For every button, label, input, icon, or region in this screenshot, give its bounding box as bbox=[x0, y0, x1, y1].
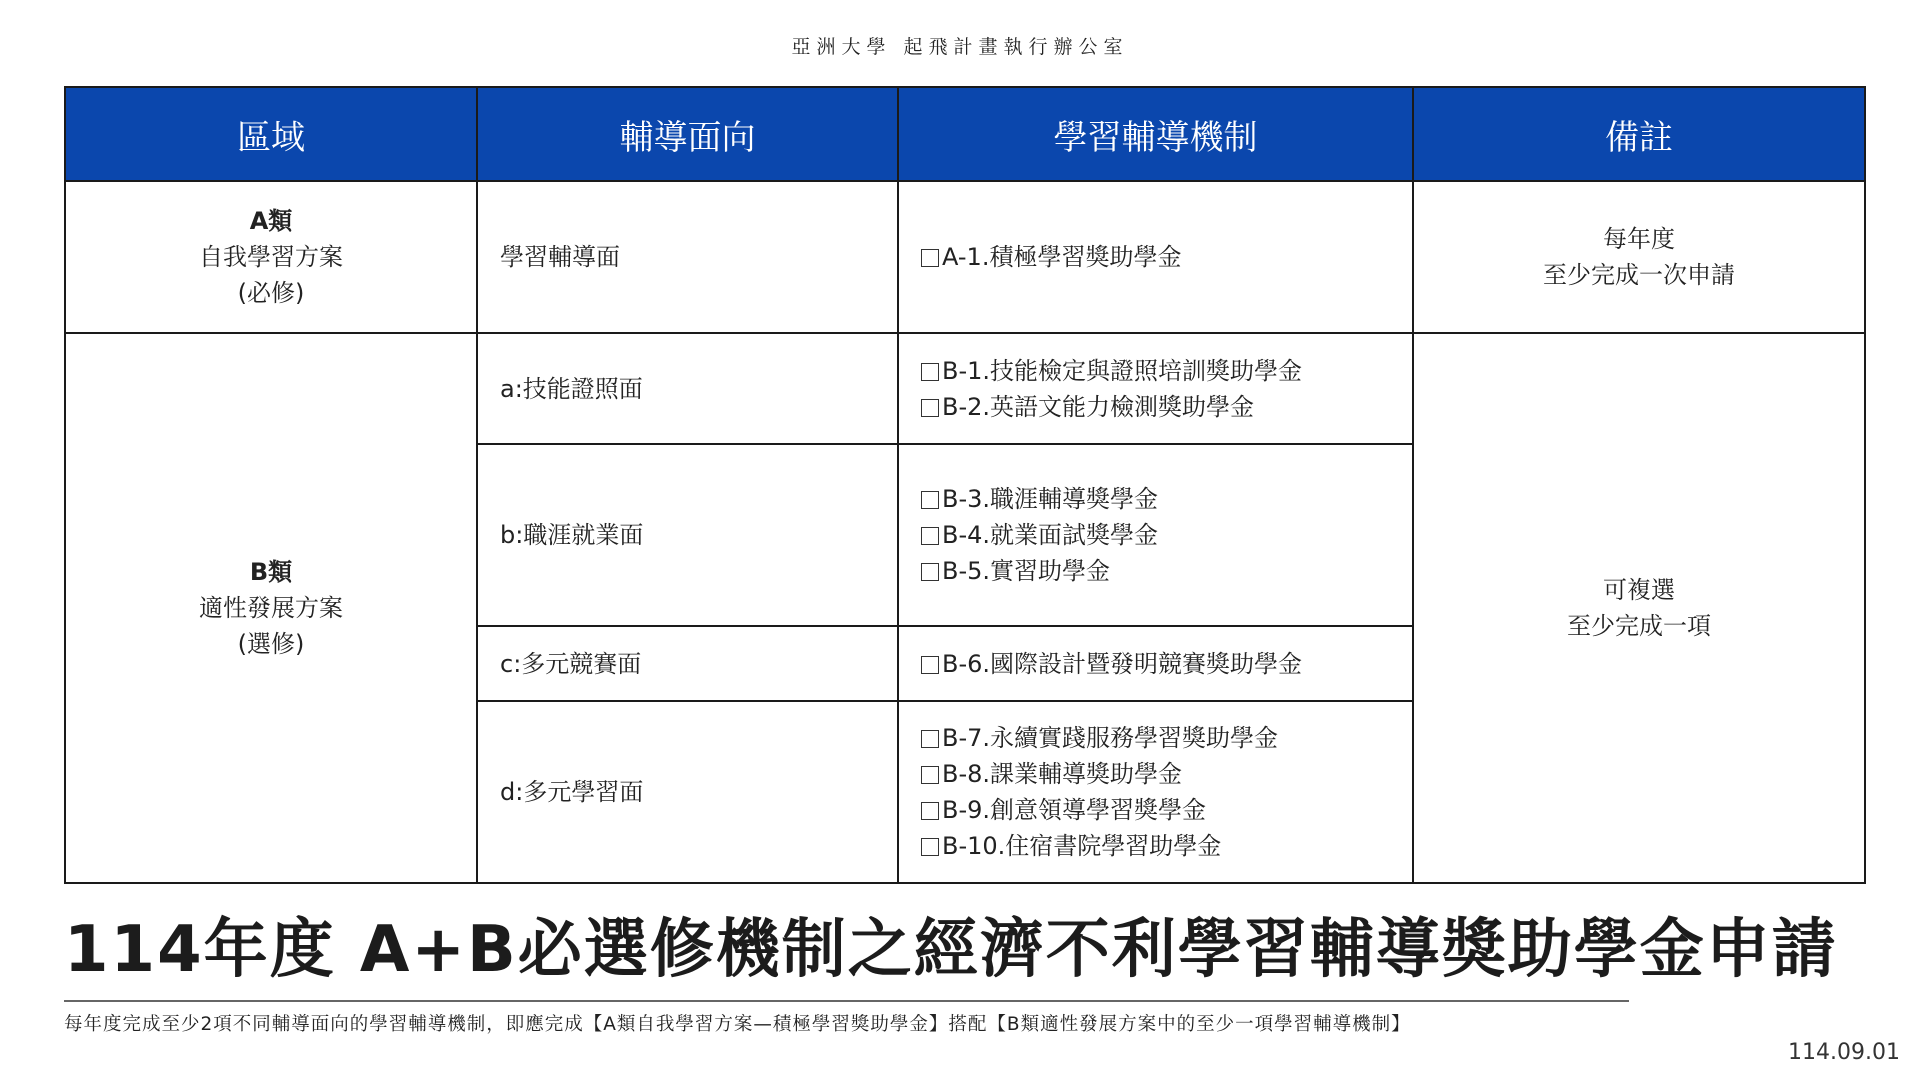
table-header-row bbox=[65, 87, 1865, 181]
mechanism-item bbox=[921, 792, 1390, 828]
mechanism-label: B-3.職涯輔導獎學金 bbox=[942, 485, 1159, 513]
mechanism-item bbox=[921, 553, 1390, 589]
checkbox-icon[interactable] bbox=[921, 802, 939, 820]
mechanism-item bbox=[921, 517, 1390, 553]
mechanism-label: B-5.實習助學金 bbox=[942, 557, 1111, 585]
mechanism-item bbox=[921, 720, 1390, 756]
page-title: 114年度 A+B必選修機制之經濟不利學習輔導獎助學金申請 bbox=[64, 913, 1838, 987]
column-header-mechanism: 學習輔導機制 bbox=[898, 87, 1413, 181]
mechanism-list-b-b bbox=[898, 444, 1413, 626]
mechanism-label: B-9.創意領導學習獎學金 bbox=[942, 796, 1207, 824]
note-b-line2: 至少完成一項 bbox=[1567, 612, 1711, 640]
mechanism-item bbox=[921, 353, 1390, 389]
checkbox-icon[interactable] bbox=[921, 563, 939, 581]
mechanism-label: B-8.課業輔導獎助學金 bbox=[942, 760, 1183, 788]
mechanism-label: A-1.積極學習獎助學金 bbox=[942, 243, 1182, 271]
note-b-line1: 可複選 bbox=[1603, 576, 1675, 604]
region-b bbox=[65, 333, 477, 883]
aspect-a: 學習輔導面 bbox=[477, 181, 898, 333]
checkbox-icon[interactable] bbox=[921, 656, 939, 674]
table-row-a bbox=[65, 181, 1865, 333]
mechanism-item bbox=[921, 646, 1390, 682]
mechanism-list-b-c bbox=[898, 626, 1413, 701]
scholarship-table bbox=[64, 86, 1866, 884]
checkbox-icon[interactable] bbox=[921, 527, 939, 545]
region-a bbox=[65, 181, 477, 333]
checkbox-icon[interactable] bbox=[921, 730, 939, 748]
aspect-b-b: b:職涯就業面 bbox=[477, 444, 898, 626]
column-header-note: 備註 bbox=[1413, 87, 1865, 181]
aspect-b-c: c:多元競賽面 bbox=[477, 626, 898, 701]
document-date: 114.09.01 bbox=[1788, 1040, 1900, 1065]
subtitle: 每年度完成至少2項不同輔導面向的學習輔導機制，即應完成【A類自我學習方案—積極學習獎助學金】搭配【B類適性發展方案中的至少一項學習輔導機制】 bbox=[64, 1014, 1411, 1035]
note-b bbox=[1413, 333, 1865, 883]
column-header-aspect: 輔導面向 bbox=[477, 87, 898, 181]
checkbox-icon[interactable] bbox=[921, 399, 939, 417]
region-a-program: 自我學習方案 bbox=[199, 243, 343, 271]
checkbox-icon[interactable] bbox=[921, 363, 939, 381]
note-a-line2: 至少完成一次申請 bbox=[1543, 261, 1735, 289]
mechanism-label: B-2.英語文能力檢測獎助學金 bbox=[942, 392, 1255, 421]
column-header-region: 區域 bbox=[65, 87, 477, 181]
mechanism-item bbox=[921, 828, 1390, 864]
mechanism-item bbox=[921, 389, 1390, 425]
office-header: 亞洲大學 起飛計畫執行辦公室 bbox=[791, 36, 1129, 58]
mechanism-label: B-1.技能檢定與證照培訓獎助學金 bbox=[942, 356, 1303, 385]
region-a-name: A類 bbox=[249, 207, 293, 235]
note-a bbox=[1413, 181, 1865, 333]
mechanism-label: B-4.就業面試獎學金 bbox=[942, 521, 1159, 549]
checkbox-icon[interactable] bbox=[921, 838, 939, 856]
title-divider bbox=[64, 1000, 1629, 1002]
checkbox-icon[interactable] bbox=[921, 766, 939, 784]
aspect-b-a: a:技能證照面 bbox=[477, 333, 898, 444]
mechanism-label: B-10.住宿書院學習助學金 bbox=[942, 832, 1222, 860]
mechanism-label: B-6.國際設計暨發明競賽獎助學金 bbox=[942, 649, 1303, 678]
note-a-line1: 每年度 bbox=[1603, 225, 1675, 253]
table-row-b-a bbox=[65, 333, 1865, 444]
checkbox-icon[interactable] bbox=[921, 249, 939, 267]
region-b-type: (選修) bbox=[237, 630, 305, 658]
mechanism-label: B-7.永續實踐服務學習獎助學金 bbox=[942, 724, 1279, 752]
region-b-name: B類 bbox=[249, 558, 293, 586]
mechanism-item bbox=[921, 481, 1390, 517]
mechanism-item bbox=[921, 756, 1390, 792]
checkbox-icon[interactable] bbox=[921, 491, 939, 509]
mechanism-item bbox=[921, 239, 1390, 275]
region-b-program: 適性發展方案 bbox=[199, 594, 343, 622]
aspect-b-d: d:多元學習面 bbox=[477, 701, 898, 883]
region-a-type: (必修) bbox=[237, 279, 305, 307]
mechanism-list-b-a bbox=[898, 333, 1413, 444]
mechanism-list-a bbox=[898, 181, 1413, 333]
mechanism-list-b-d bbox=[898, 701, 1413, 883]
